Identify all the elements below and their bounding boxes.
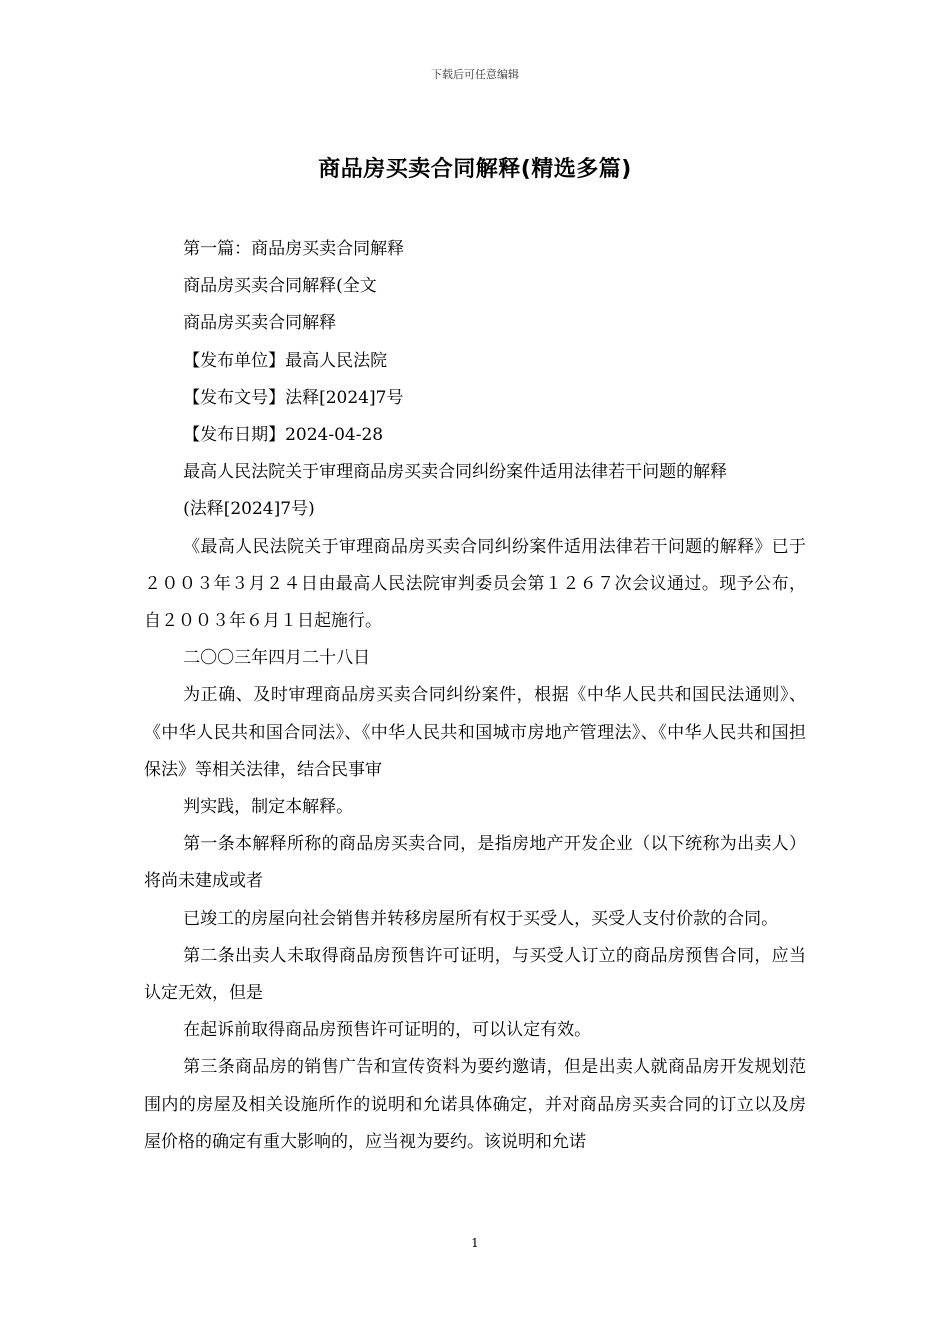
paragraph: 【发布文号】法释[2024]7号 <box>183 387 404 408</box>
paragraph: 二〇〇三年四月二十八日 <box>183 648 371 669</box>
paragraph: 【发布单位】最高人民法院 <box>183 350 388 371</box>
paragraph: 判实践，制定本解释。 <box>183 797 354 818</box>
paragraph: 商品房买卖合同解释 <box>183 313 337 334</box>
page-number: 1 <box>471 1236 479 1250</box>
paragraph: 商品房买卖合同解释(全文 <box>183 276 377 297</box>
paragraph: 第三条商品房的销售广告和宣传资料为要约邀请，但是出卖人就商品房开发规划范围内的房屋及相关设施所作的说明和允诺具体确定，并对商品房买卖合同的订立以及房屋价格的确定有重大影响的，应当视为要约。该说明和允诺 <box>144 1057 806 1152</box>
paragraph: (法释[2024]7号) <box>183 499 315 520</box>
document-body <box>144 231 806 1161</box>
document-title: 商品房买卖合同解释(精选多篇) <box>318 157 632 182</box>
header-note: 下载后可任意编辑 <box>431 68 519 81</box>
paragraph: 第一条本解释所称的商品房买卖合同，是指房地产开发企业（以下统称为出卖人）将尚未建成或者 <box>144 834 806 892</box>
paragraph: 为正确、及时审理商品房买卖合同纠纷案件，根据《中华人民共和国民法通则》、《中华人民共和国合同法》、《中华人民共和国城市房地产管理法》、《中华人民共和国担保法》等相关法律，结合民事审 <box>144 685 806 780</box>
paragraph: 已竣工的房屋向社会销售并转移房屋所有权于买受人，买受人支付价款的合同。 <box>183 908 779 929</box>
paragraph: 在起诉前取得商品房预售许可证明的，可以认定有效。 <box>183 1020 592 1041</box>
paragraph: 《最高人民法院关于审理商品房买卖合同纠纷案件适用法律若干问题的解释》已于２００３年３月２４日由最高人民法院审判委员会第１２６７次会议通过。现予公布，自２００３年６月１日起施行。 <box>144 536 806 632</box>
paragraph: 第一篇：商品房买卖合同解释 <box>183 239 405 259</box>
paragraph: 最高人民法院关于审理商品房买卖合同纠纷案件适用法律若干问题的解释 <box>183 462 728 483</box>
paragraph: 【发布日期】2024-04-28 <box>183 425 384 446</box>
paragraph: 第二条出卖人未取得商品房预售许可证明，与买受人订立的商品房预售合同，应当认定无效，但是 <box>144 945 806 1004</box>
